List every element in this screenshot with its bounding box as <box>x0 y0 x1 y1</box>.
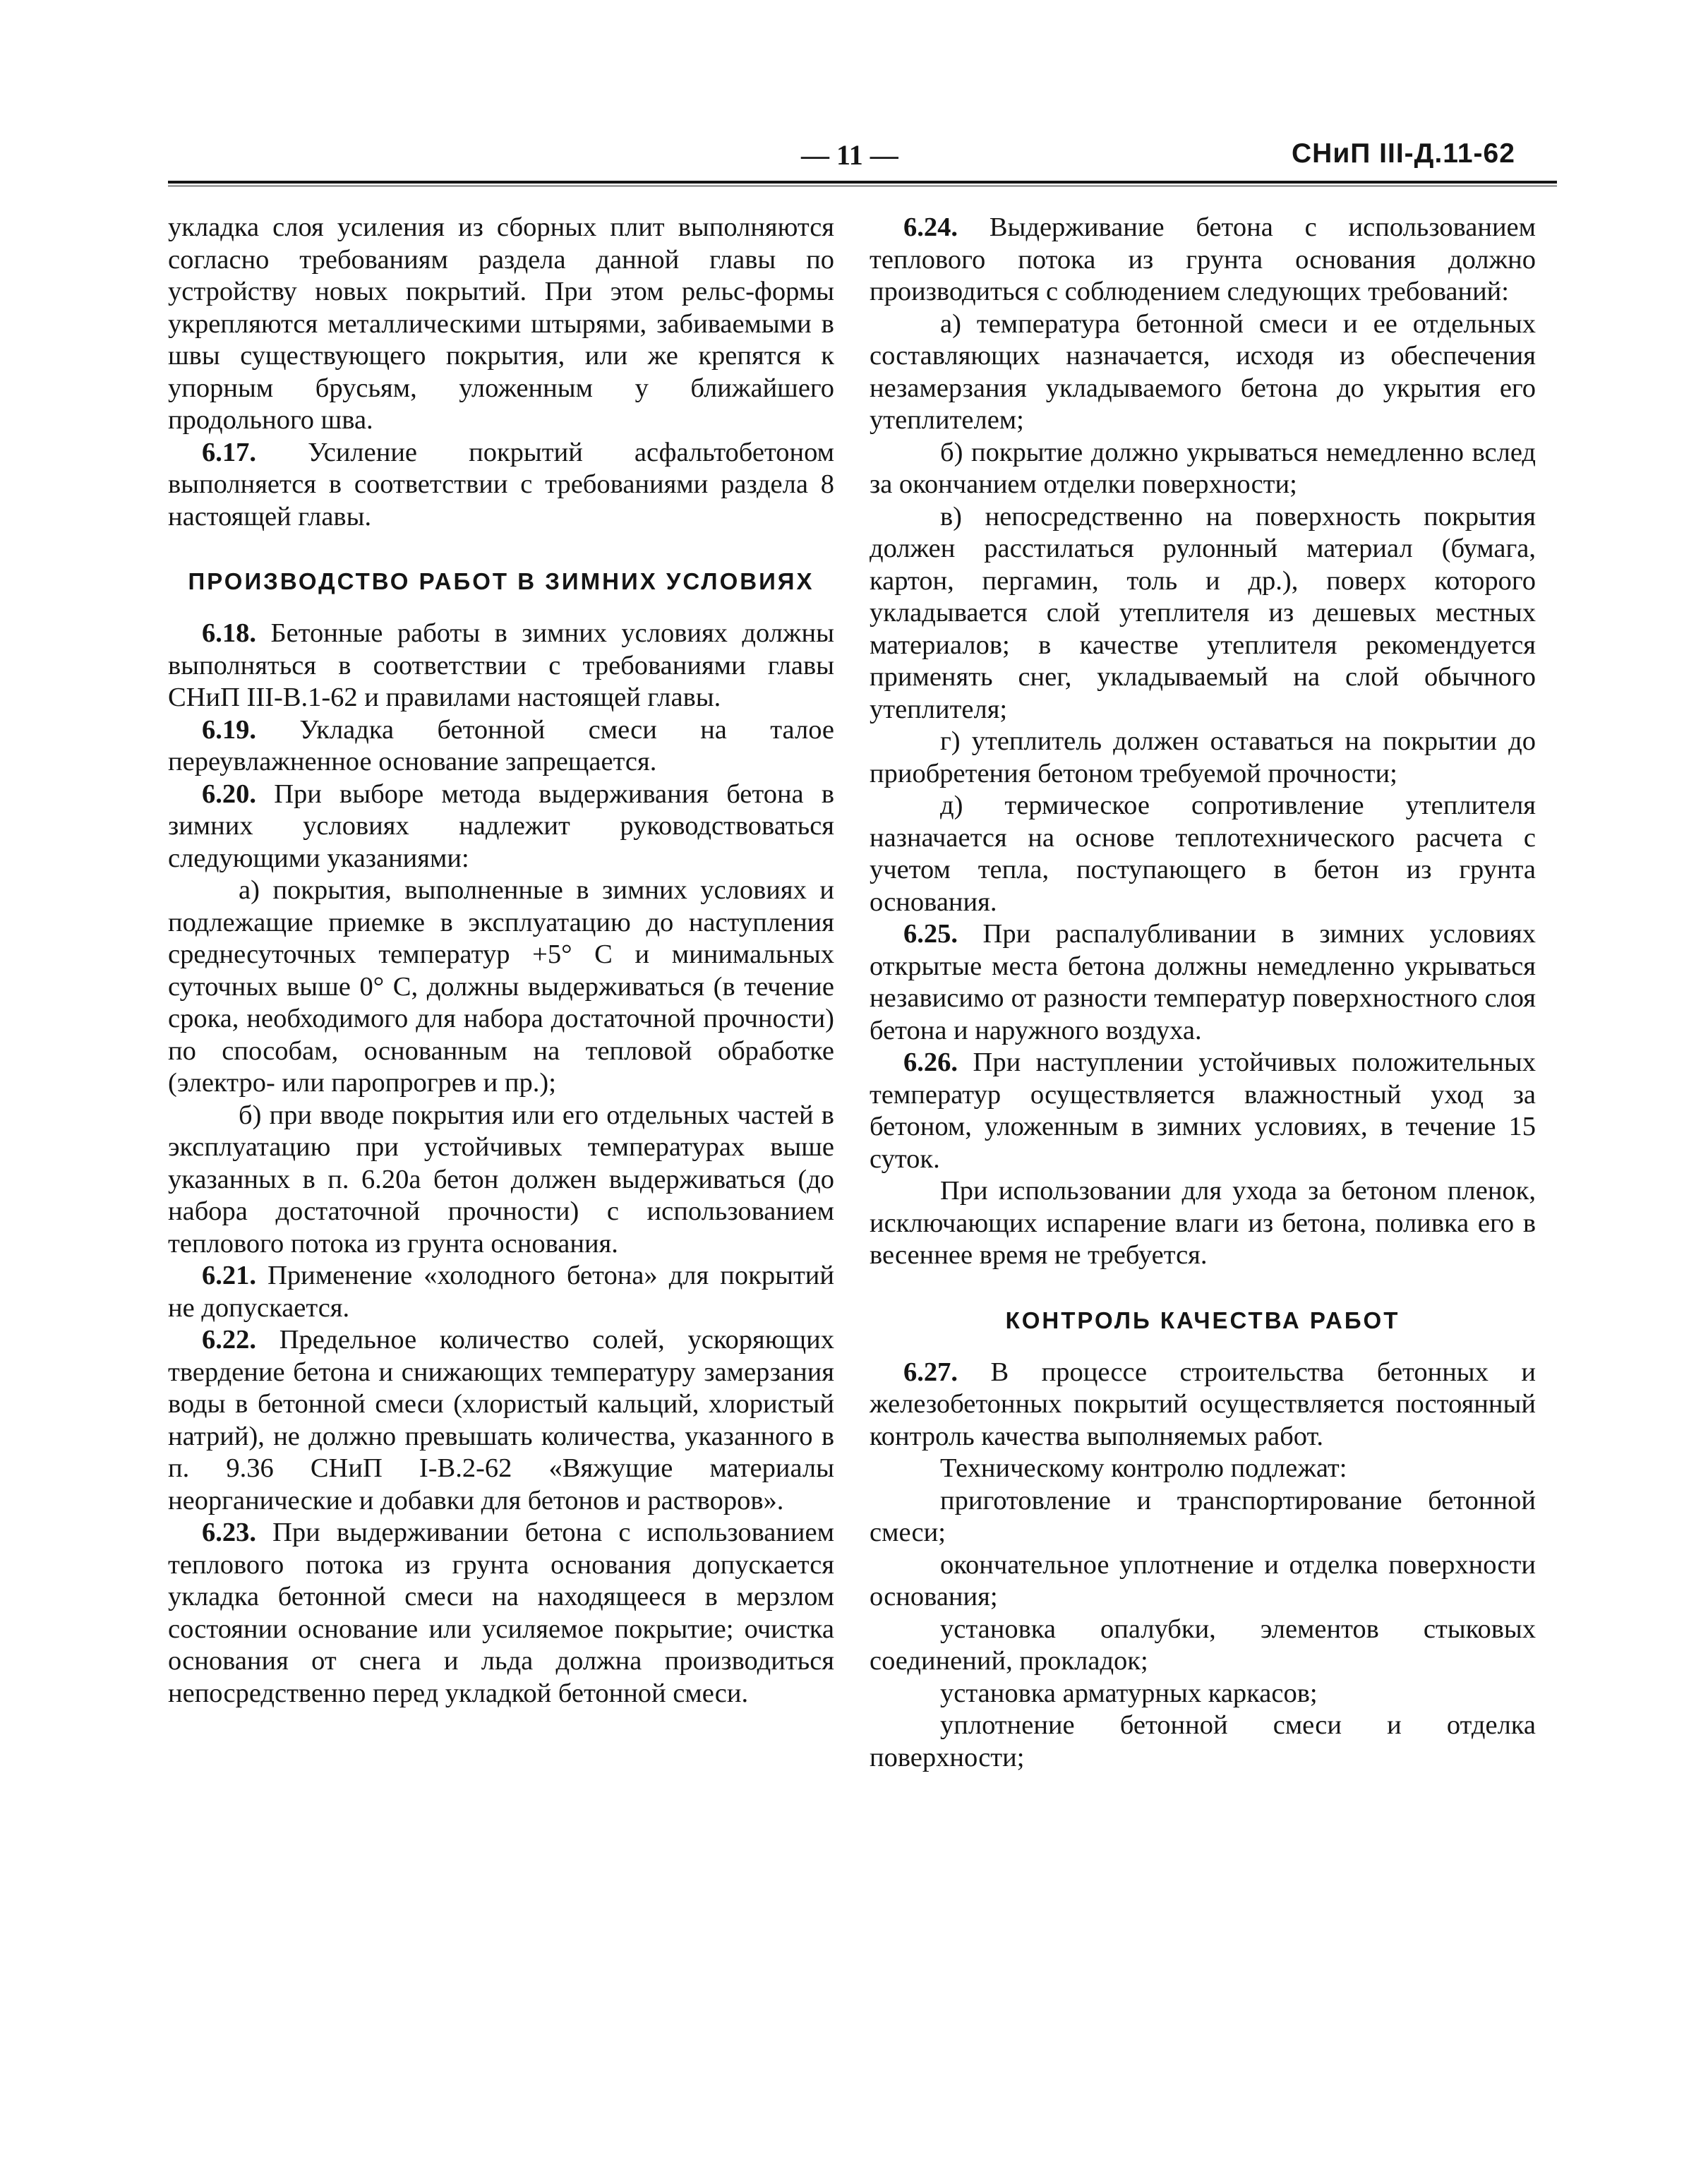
clause-number: 6.26. <box>903 1048 958 1077</box>
section-heading-winter: ПРОИЗВОДСТВО РАБОТ В ЗИМНИХ УСЛОВИЯХ <box>188 568 814 594</box>
control-item: окончательное уплотнение и отделка поверхности основания; <box>870 1549 1536 1611</box>
clause-6-24 <box>870 212 1536 308</box>
tech-control-intro: Техническому контролю подлежат: <box>940 1453 1347 1483</box>
clause-6-18 <box>168 618 834 714</box>
clause-number: 6.25. <box>903 919 958 949</box>
clause-text: Применение «холодного бетона» для покрытий не допускается. <box>168 1261 834 1323</box>
clause-6-25 <box>870 918 1536 1047</box>
clause-6-24-v: в) непосредственно на поверхность покрытия должен расстилаться рулонный материал (бумага, картон, пергамин, толь и др.), поверх которого укладывается слой утеплителя из дешевых местных материалов; в качестве утеплителя рекомендуется применять снег, укладываемый на слой обычного утеплителя; <box>870 501 1536 724</box>
clause-6-24-d: д) термическое сопротивление утеплителя назначается на основе теплотехнического расчета с учетом тепла, поступающего в бетон из грунта основания. <box>870 791 1536 917</box>
clause-number: 6.24. <box>903 212 958 242</box>
control-item: уплотнение бетонной смеси и отделка поверхности; <box>870 1710 1536 1772</box>
control-item: установка опалубки, элементов стыковых соединений, прокладок; <box>870 1614 1536 1676</box>
clause-text: Выдерживание бетона с использованием теплового потока из грунта основания должно производиться с соблюдением следующих требований: <box>870 212 1536 306</box>
clause-text: При выдерживании бетона с использованием теплового потока из грунта основания допускается укладка бетонной смеси на находящееся в мерзлом состоянии основание или усиляемое покрытие; очистка основания от снега и льда должна производиться непосредственно перед укладкой бетонной смеси. <box>168 1518 834 1708</box>
clause-6-21 <box>168 1260 834 1324</box>
clause-6-26 <box>870 1047 1536 1175</box>
paragraph-continuation: укладка слоя усиления из сборных плит выполняются согласно требованиям раздела данной главы по устройству новых покрытий. При этом рельс-формы укрепляются металлическими штырями, забиваемыми в швы существующего покрытия, или же крепятся к упорным брусьям, уложенным у ближайшего продольного шва. <box>168 212 834 435</box>
clause-number: 6.23. <box>202 1518 256 1547</box>
clause-6-27 <box>870 1357 1536 1453</box>
clause-text: При распалубливании в зимних условиях открытые места бетона должны немедленно укрываться независимо от разности температур поверхностного слоя бетона и наружного воздуха. <box>870 919 1536 1045</box>
clause-6-19 <box>168 714 834 779</box>
right-column <box>870 212 1536 1774</box>
clause-6-20-b: б) при вводе покрытия или его отдельных частей в эксплуатацию при устойчивых температурах выше указанных в п. 6.20а бетон должен выдерживаться (до набора достаточной прочности) с использованием теплового потока из грунта основания. <box>168 1100 834 1259</box>
clause-number: 6.27. <box>903 1357 958 1387</box>
clause-6-26-continuation: При использовании для ухода за бетоном пленок, исключающих испарение влаги из бетона, поливка его в весеннее время не требуется. <box>870 1176 1536 1270</box>
left-column <box>168 212 834 1710</box>
clause-6-22 <box>168 1324 834 1517</box>
clause-6-20 <box>168 779 834 875</box>
clause-6-24-a: а) температура бетонной смеси и ее отдельных составляющих назначается, исходя из обеспечения незамерзания укладываемого бетона до укрытия его утеплителем; <box>870 308 1536 435</box>
clause-text: При наступлении устойчивых положительных температур осуществляется влажностный уход за бетоном, уложенным в зимних условиях, в течение 15 суток. <box>870 1048 1536 1174</box>
control-item: установка арматурных каркасов; <box>940 1678 1318 1708</box>
clause-6-17 <box>168 437 834 534</box>
header-rule <box>168 181 1557 184</box>
clause-6-24-b: б) покрытие должно укрываться немедленно вслед за окончанием отделки поверхности; <box>870 437 1536 499</box>
clause-number: 6.22. <box>202 1325 256 1355</box>
clause-text: В процессе строительства бетонных и железобетонных покрытий осуществляется постоянный контроль качества выполняемых работ. <box>870 1357 1536 1451</box>
clause-6-20-a: а) покрытия, выполненные в зимних условиях и подлежащие приемке в эксплуатацию до наступления среднесуточных температур +5° С и минимальных суточных выше 0° С, должны выдерживаться (в течение срока, необходимого для набора достаточной прочности) по способам, основанным на тепловой обработке (электро- или паропрогрев и пр.); <box>168 875 834 1098</box>
clause-text: Предельное количество солей, ускоряющих твердение бетона и снижающих температуру замерзания воды в бетонной смеси (хлористый кальций, хлористый натрий), не должно превышать количества, указанного в п. 9.36 СНиП I-В.2-62 «Вяжущие материалы неорганические и добавки для бетонов и растворов». <box>168 1325 834 1515</box>
section-heading-quality: КОНТРОЛЬ КАЧЕСТВА РАБОТ <box>1005 1307 1400 1333</box>
clause-number: 6.19. <box>202 714 256 745</box>
control-item: приготовление и транспортирование бетонной смеси; <box>870 1485 1536 1547</box>
clause-number: 6.21. <box>202 1261 256 1290</box>
clause-6-24-g: г) утеплитель должен оставаться на покрытии до приобретения бетоном требуемой прочности; <box>870 726 1536 788</box>
clause-number: 6.17. <box>202 437 256 467</box>
clause-6-23 <box>168 1517 834 1710</box>
clause-text: Бетонные работы в зимних условиях должны выполняться в соответствии с требованиями главы СНиП III-В.1-62 и правилами настоящей главы. <box>168 618 834 712</box>
clause-text: При выборе метода выдерживания бетона в зимних условиях надлежит руководствоваться следующими указаниями: <box>168 779 834 873</box>
document-code: СНиП III-Д.11-62 <box>1292 138 1515 169</box>
clause-text: Усиление покрытий асфальтобетоном выполняется в соответствии с требованиями раздела 8 настоящей главы. <box>168 437 834 532</box>
clause-number: 6.20. <box>202 779 256 809</box>
page-number: — 11 — <box>801 139 898 171</box>
clause-text: Укладка бетонной смеси на талое переувлажненное основание запрещается. <box>168 714 835 776</box>
clause-number: 6.18. <box>202 618 256 648</box>
